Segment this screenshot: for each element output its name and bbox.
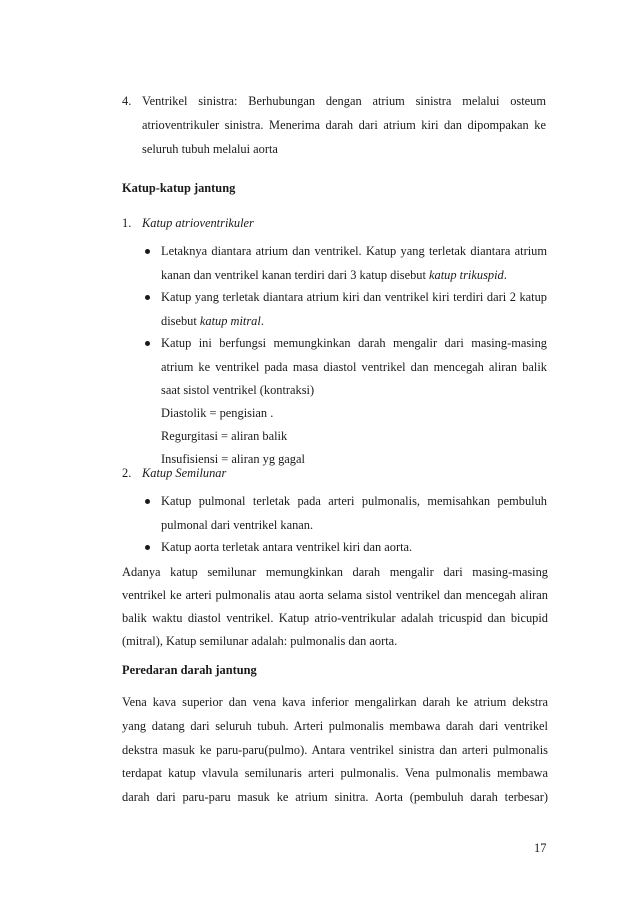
s1-bullet2-line2: disebut katup mitral.: [161, 314, 264, 328]
heading-katup: Katup-katup jantung: [122, 181, 236, 195]
s1-bullet3-line3: saat sistol ventrikel (kontraksi): [161, 383, 315, 397]
bullet-icon: [145, 499, 150, 504]
page-number: 17: [534, 841, 547, 855]
para1-line1: Adanya katup semilunar memungkinkan darah mengalir dari masing-masing: [122, 565, 548, 579]
s1-bullet1-line1: Letaknya diantara atrium dan ventrikel. Katup yang terletak diantara atrium: [161, 244, 547, 258]
para2-line4: terdapat katup vlavula semilunaris arteri pulmonalis. Vena pulmonalis membawa: [122, 766, 548, 780]
para2-line1: Vena kava superior dan vena kava inferior mengalirkan darah ke atrium dekstra: [122, 695, 548, 709]
bullet-icon: [145, 545, 150, 550]
section1-title: Katup atrioventrikuler: [142, 216, 254, 230]
section2-title: Katup Semilunar: [142, 466, 227, 480]
bullet-icon: [145, 295, 150, 300]
item4-number: 4.: [122, 94, 132, 108]
para1-line4: (mitral), Katup semilunar adalah: pulmonalis dan aorta.: [122, 634, 398, 648]
s2-bullet1-line2: pulmonal dari ventrikel kanan.: [161, 518, 314, 532]
para2-line3: dekstra masuk ke paru-paru(pulmo). Antara ventrikel sinistra dan arteri pulmonalis: [122, 743, 548, 757]
item4-line1: Ventrikel sinistra: Berhubungan dengan atrium sinistra melalui osteum: [142, 94, 546, 108]
para2-line5: darah dari paru-paru masuk ke atrium sinitra. Aorta (pembuluh darah terbesar): [122, 790, 548, 804]
s1-bullet1-line2: kanan dan ventrikel kanan terdiri dari 3 katup disebut katup trikuspid.: [161, 268, 507, 282]
bullet-icon: [145, 249, 150, 254]
def-insufisiensi: Insufisiensi = aliran yg gagal: [161, 452, 305, 466]
s2-bullet2-line1: Katup aorta terletak antara ventrikel kiri dan aorta.: [161, 540, 413, 554]
def-regurgitasi: Regurgitasi = aliran balik: [161, 429, 288, 443]
s1-bullet3-line2: atrium ke ventrikel pada masa diastol ventrikel dan mencegah aliran balik: [161, 360, 547, 374]
para1-line3: balik waktu diastol ventrikel. Katup atrio-ventrikular adalah tricuspid dan bicupid: [122, 611, 548, 625]
def-diastolik: Diastolik = pengisian .: [161, 406, 274, 420]
item4-line2: atrioventrikuler sinistra. Menerima darah dari atrium kiri dan dipompakan ke: [142, 118, 546, 132]
para1-line2: ventrikel ke arteri pulmonalis atau aorta selama sistol ventrikel dan mencegah aliran: [122, 588, 548, 602]
s1-bullet2-line1: Katup yang terletak diantara atrium kiri dan ventrikel kiri terdiri dari 2 katup: [161, 290, 547, 304]
section1-number: 1.: [122, 216, 132, 230]
item4-line3: seluruh tubuh melalui aorta: [142, 142, 278, 156]
s2-bullet1-line1: Katup pulmonal terletak pada arteri pulmonalis, memisahkan pembuluh: [161, 494, 547, 508]
section2-number: 2.: [122, 466, 132, 480]
bullet-icon: [145, 341, 150, 346]
heading-peredaran: Peredaran darah jantung: [122, 663, 257, 677]
para2-line2: yang datang dari seluruh tubuh. Arteri pulmonalis membawa darah dari ventrikel: [122, 719, 548, 733]
s1-bullet3-line1: Katup ini berfungsi memungkinkan darah mengalir dari masing-masing: [161, 336, 547, 350]
